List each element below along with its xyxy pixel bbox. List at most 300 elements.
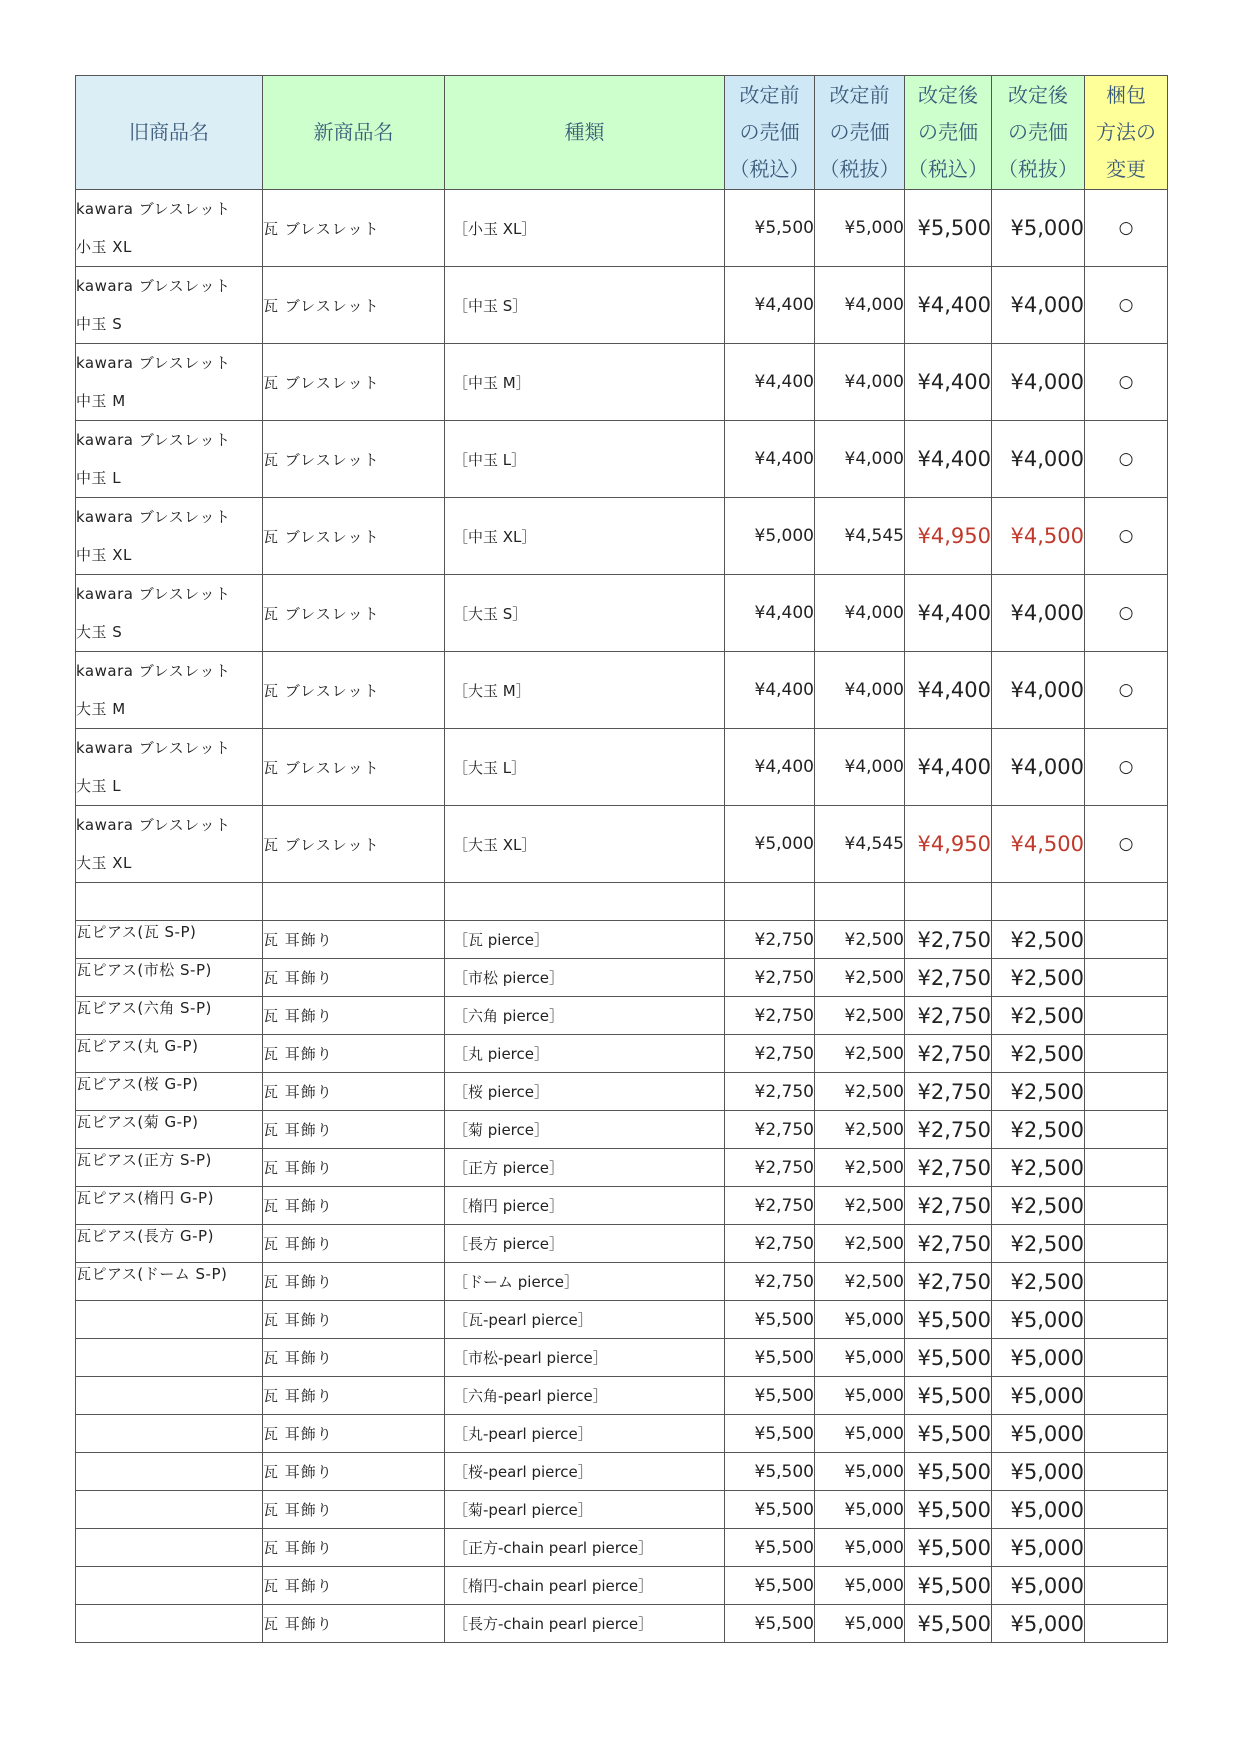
table-row: [76, 1035, 1168, 1073]
price-before-tax-in: ¥4,400: [725, 729, 815, 806]
price-after-tax-ex: ¥5,000: [992, 1301, 1085, 1339]
price-before-tax-ex: ¥5,000: [815, 1415, 905, 1453]
new-name-cell: 瓦 耳飾り: [263, 1073, 445, 1111]
table-row: [76, 1377, 1168, 1415]
table-row: [76, 421, 1168, 498]
packaging-mark: ○: [1085, 498, 1168, 575]
old-name-line: kawara ブレスレット: [76, 508, 231, 526]
price-before-tax-in: ¥2,750: [725, 1187, 815, 1225]
empty-cell: [815, 883, 905, 921]
kind-cell: ［瓦-pearl pierce］: [445, 1301, 725, 1339]
kind-cell: ［桜-pearl pierce］: [445, 1453, 725, 1491]
price-after-tax-ex: ¥5,000: [992, 1529, 1085, 1567]
empty-cell: [905, 883, 992, 921]
old-name-line: kawara ブレスレット: [76, 662, 231, 680]
table-row: [76, 997, 1168, 1035]
price-before-tax-ex: ¥5,000: [815, 1491, 905, 1529]
header-before-tax-ex: 改定前 の売価 （税抜）: [815, 76, 905, 190]
packaging-mark: [1085, 1035, 1168, 1073]
kind-cell: ［大玉 L］: [445, 729, 725, 806]
header-old-name: 旧商品名: [76, 76, 263, 190]
table-row: [76, 806, 1168, 883]
empty-cell: [1085, 883, 1168, 921]
price-before-tax-in: ¥2,750: [725, 1149, 815, 1187]
old-name-cell: [76, 575, 263, 652]
price-before-tax-ex: ¥4,000: [815, 344, 905, 421]
header-packaging: 梱包 方法の 変更: [1085, 76, 1168, 190]
packaging-mark: [1085, 1339, 1168, 1377]
price-after-tax-in: ¥5,500: [905, 1339, 992, 1377]
price-after-tax-in: ¥4,400: [905, 575, 992, 652]
header-after-tax-ex: 改定後 の売価 （税抜）: [992, 76, 1085, 190]
price-after-tax-ex: ¥2,500: [992, 959, 1085, 997]
table-row: [76, 1567, 1168, 1605]
packaging-mark: ○: [1085, 267, 1168, 344]
price-before-tax-ex: ¥2,500: [815, 1073, 905, 1111]
kind-cell: ［楕円-chain pearl pierce］: [445, 1567, 725, 1605]
price-before-tax-in: ¥5,500: [725, 1529, 815, 1567]
price-before-tax-ex: ¥5,000: [815, 1453, 905, 1491]
new-name-cell: 瓦 耳飾り: [263, 1415, 445, 1453]
price-after-tax-in: ¥2,750: [905, 1263, 992, 1301]
table-row: [76, 1073, 1168, 1111]
price-after-tax-ex: ¥5,000: [992, 190, 1085, 267]
old-name-cell: [76, 806, 263, 883]
old-name-cell: [76, 1035, 263, 1073]
price-before-tax-in: ¥2,750: [725, 1263, 815, 1301]
price-before-tax-in: ¥2,750: [725, 1225, 815, 1263]
old-name-cell: [76, 1605, 263, 1643]
price-after-tax-in: ¥2,750: [905, 997, 992, 1035]
new-name-cell: 瓦 耳飾り: [263, 1605, 445, 1643]
header-row: [76, 76, 1168, 190]
kind-cell: ［市松-pearl pierce］: [445, 1339, 725, 1377]
table-row: [76, 344, 1168, 421]
new-name-cell: 瓦 耳飾り: [263, 997, 445, 1035]
new-name-cell: 瓦 耳飾り: [263, 1377, 445, 1415]
new-name-cell: 瓦 耳飾り: [263, 1491, 445, 1529]
price-before-tax-in: ¥5,500: [725, 190, 815, 267]
price-after-tax-in: ¥4,400: [905, 652, 992, 729]
packaging-mark: [1085, 1149, 1168, 1187]
price-after-tax-ex: ¥2,500: [992, 1187, 1085, 1225]
new-name-cell: 瓦 ブレスレット: [263, 190, 445, 267]
packaging-mark: [1085, 1491, 1168, 1529]
price-before-tax-ex: ¥2,500: [815, 1149, 905, 1187]
table-row: [76, 1605, 1168, 1643]
old-name-cell: [76, 1453, 263, 1491]
kind-cell: ［丸-pearl pierce］: [445, 1415, 725, 1453]
old-name-line: kawara ブレスレット: [76, 739, 231, 757]
packaging-mark: [1085, 1567, 1168, 1605]
price-before-tax-in: ¥2,750: [725, 997, 815, 1035]
table-row: [76, 652, 1168, 729]
old-name-cell: [76, 1339, 263, 1377]
kind-cell: ［大玉 M］: [445, 652, 725, 729]
kind-cell: ［大玉 S］: [445, 575, 725, 652]
old-name-cell: [76, 959, 263, 997]
price-before-tax-in: ¥2,750: [725, 1111, 815, 1149]
price-after-tax-in: ¥5,500: [905, 1605, 992, 1643]
price-after-tax-ex: ¥5,000: [992, 1567, 1085, 1605]
table-row: [76, 1149, 1168, 1187]
packaging-mark: [1085, 1377, 1168, 1415]
price-after-tax-ex: ¥2,500: [992, 1263, 1085, 1301]
table-row: [76, 1453, 1168, 1491]
price-after-tax-ex: ¥4,000: [992, 575, 1085, 652]
kind-cell: ［菊 pierce］: [445, 1111, 725, 1149]
packaging-mark: [1085, 1605, 1168, 1643]
new-name-cell: 瓦 ブレスレット: [263, 267, 445, 344]
old-name-cell: [76, 344, 263, 421]
old-name-line: 中玉 S: [76, 315, 123, 333]
price-before-tax-ex: ¥4,545: [815, 498, 905, 575]
price-before-tax-ex: ¥4,000: [815, 575, 905, 652]
price-before-tax-in: ¥4,400: [725, 575, 815, 652]
old-name-line: 瓦ピアス(楕円 G-P): [76, 1189, 214, 1207]
price-after-tax-ex: ¥4,000: [992, 729, 1085, 806]
new-name-cell: 瓦 耳飾り: [263, 921, 445, 959]
price-after-tax-in: ¥2,750: [905, 1035, 992, 1073]
price-before-tax-in: ¥5,500: [725, 1453, 815, 1491]
header-before-tax-in: 改定前 の売価 （税込）: [725, 76, 815, 190]
price-after-tax-ex: ¥5,000: [992, 1377, 1085, 1415]
price-after-tax-in: ¥2,750: [905, 921, 992, 959]
price-before-tax-ex: ¥4,000: [815, 421, 905, 498]
packaging-mark: [1085, 1225, 1168, 1263]
price-after-tax-in: ¥4,950: [905, 806, 992, 883]
empty-cell: [445, 883, 725, 921]
old-name-cell: [76, 729, 263, 806]
header-after-tax-in: 改定後 の売価 （税込）: [905, 76, 992, 190]
price-after-tax-ex: ¥2,500: [992, 1073, 1085, 1111]
old-name-line: kawara ブレスレット: [76, 277, 231, 295]
packaging-mark: ○: [1085, 344, 1168, 421]
old-name-line: 大玉 L: [76, 777, 122, 795]
price-before-tax-in: ¥5,000: [725, 498, 815, 575]
table-row: [76, 959, 1168, 997]
empty-cell: [992, 883, 1085, 921]
new-name-cell: 瓦 耳飾り: [263, 1225, 445, 1263]
old-name-cell: [76, 1301, 263, 1339]
price-after-tax-in: ¥2,750: [905, 1073, 992, 1111]
price-after-tax-ex: ¥4,000: [992, 652, 1085, 729]
price-before-tax-ex: ¥2,500: [815, 997, 905, 1035]
table-row: [76, 190, 1168, 267]
price-before-tax-in: ¥2,750: [725, 959, 815, 997]
kind-cell: ［丸 pierce］: [445, 1035, 725, 1073]
new-name-cell: 瓦 耳飾り: [263, 1035, 445, 1073]
price-before-tax-ex: ¥5,000: [815, 1529, 905, 1567]
empty-cell: [263, 883, 445, 921]
price-before-tax-ex: ¥2,500: [815, 1111, 905, 1149]
price-after-tax-in: ¥5,500: [905, 1491, 992, 1529]
price-before-tax-in: ¥5,500: [725, 1301, 815, 1339]
old-name-cell: [76, 1149, 263, 1187]
old-name-line: 瓦ピアス(六角 S-P): [76, 999, 212, 1017]
old-name-cell: [76, 1225, 263, 1263]
old-name-cell: [76, 1263, 263, 1301]
price-before-tax-in: ¥5,500: [725, 1377, 815, 1415]
price-after-tax-ex: ¥4,000: [992, 421, 1085, 498]
new-name-cell: 瓦 耳飾り: [263, 1111, 445, 1149]
old-name-cell: [76, 997, 263, 1035]
new-name-cell: 瓦 ブレスレット: [263, 729, 445, 806]
table-body: [76, 190, 1168, 1643]
old-name-line: 瓦ピアス(長方 G-P): [76, 1227, 214, 1245]
price-after-tax-in: ¥5,500: [905, 1301, 992, 1339]
old-name-line: 瓦ピアス(桜 G-P): [76, 1075, 199, 1093]
kind-cell: ［六角-pearl pierce］: [445, 1377, 725, 1415]
packaging-mark: [1085, 921, 1168, 959]
table-row: [76, 1263, 1168, 1301]
old-name-cell: [76, 1187, 263, 1225]
price-before-tax-ex: ¥2,500: [815, 1225, 905, 1263]
price-after-tax-ex: ¥4,500: [992, 498, 1085, 575]
old-name-line: 大玉 S: [76, 623, 123, 641]
kind-cell: ［長方 pierce］: [445, 1225, 725, 1263]
kind-cell: ［正方 pierce］: [445, 1149, 725, 1187]
old-name-line: 小玉 XL: [76, 238, 132, 256]
packaging-mark: [1085, 1453, 1168, 1491]
price-before-tax-in: ¥2,750: [725, 1035, 815, 1073]
old-name-cell: [76, 1377, 263, 1415]
old-name-cell: [76, 498, 263, 575]
table-row: [76, 267, 1168, 344]
price-before-tax-in: ¥4,400: [725, 421, 815, 498]
table-row: [76, 1491, 1168, 1529]
kind-cell: ［六角 pierce］: [445, 997, 725, 1035]
old-name-line: 瓦ピアス(菊 G-P): [76, 1113, 199, 1131]
kind-cell: ［瓦 pierce］: [445, 921, 725, 959]
kind-cell: ［中玉 L］: [445, 421, 725, 498]
new-name-cell: 瓦 耳飾り: [263, 1453, 445, 1491]
old-name-cell: [76, 1415, 263, 1453]
old-name-cell: [76, 1073, 263, 1111]
kind-cell: ［桜 pierce］: [445, 1073, 725, 1111]
table-row: [76, 1415, 1168, 1453]
old-name-cell: [76, 190, 263, 267]
price-after-tax-in: ¥4,400: [905, 421, 992, 498]
new-name-cell: 瓦 ブレスレット: [263, 652, 445, 729]
price-after-tax-ex: ¥5,000: [992, 1339, 1085, 1377]
packaging-mark: [1085, 1529, 1168, 1567]
packaging-mark: [1085, 997, 1168, 1035]
kind-cell: ［中玉 S］: [445, 267, 725, 344]
old-name-cell: [76, 652, 263, 729]
packaging-mark: [1085, 1111, 1168, 1149]
price-before-tax-in: ¥4,400: [725, 267, 815, 344]
old-name-cell: [76, 1111, 263, 1149]
header-kind: 種類: [445, 76, 725, 190]
price-before-tax-in: ¥5,500: [725, 1605, 815, 1643]
new-name-cell: 瓦 耳飾り: [263, 1567, 445, 1605]
price-before-tax-ex: ¥5,000: [815, 1339, 905, 1377]
old-name-cell: [76, 267, 263, 344]
old-name-line: 瓦ピアス(正方 S-P): [76, 1151, 212, 1169]
table-row: [76, 729, 1168, 806]
price-before-tax-in: ¥5,500: [725, 1491, 815, 1529]
table-row: [76, 1339, 1168, 1377]
old-name-cell: [76, 1529, 263, 1567]
table-row: [76, 883, 1168, 921]
old-name-line: 中玉 M: [76, 392, 126, 410]
price-after-tax-in: ¥5,500: [905, 190, 992, 267]
kind-cell: ［小玉 XL］: [445, 190, 725, 267]
packaging-mark: [1085, 959, 1168, 997]
price-before-tax-ex: ¥4,000: [815, 729, 905, 806]
kind-cell: ［ドーム pierce］: [445, 1263, 725, 1301]
price-after-tax-in: ¥5,500: [905, 1377, 992, 1415]
price-before-tax-ex: ¥2,500: [815, 959, 905, 997]
empty-cell: [76, 883, 263, 921]
price-after-tax-in: ¥4,400: [905, 729, 992, 806]
price-after-tax-in: ¥2,750: [905, 1225, 992, 1263]
kind-cell: ［大玉 XL］: [445, 806, 725, 883]
packaging-mark: ○: [1085, 575, 1168, 652]
new-name-cell: 瓦 耳飾り: [263, 1263, 445, 1301]
packaging-mark: [1085, 1301, 1168, 1339]
kind-cell: ［中玉 M］: [445, 344, 725, 421]
new-name-cell: 瓦 ブレスレット: [263, 806, 445, 883]
price-before-tax-in: ¥5,500: [725, 1339, 815, 1377]
price-after-tax-in: ¥4,400: [905, 267, 992, 344]
price-before-tax-ex: ¥5,000: [815, 190, 905, 267]
price-after-tax-in: ¥4,400: [905, 344, 992, 421]
old-name-line: 大玉 XL: [76, 854, 132, 872]
old-name-line: 瓦ピアス(瓦 S-P): [76, 923, 197, 941]
price-before-tax-ex: ¥5,000: [815, 1377, 905, 1415]
price-before-tax-in: ¥5,000: [725, 806, 815, 883]
header-new-name: 新商品名: [263, 76, 445, 190]
kind-cell: ［正方-chain pearl pierce］: [445, 1529, 725, 1567]
new-name-cell: 瓦 耳飾り: [263, 1529, 445, 1567]
price-before-tax-ex: ¥2,500: [815, 1263, 905, 1301]
kind-cell: ［菊-pearl pierce］: [445, 1491, 725, 1529]
price-before-tax-in: ¥2,750: [725, 921, 815, 959]
old-name-cell: [76, 421, 263, 498]
table-row: [76, 1301, 1168, 1339]
packaging-mark: [1085, 1187, 1168, 1225]
kind-cell: ［市松 pierce］: [445, 959, 725, 997]
price-before-tax-ex: ¥5,000: [815, 1301, 905, 1339]
price-after-tax-in: ¥5,500: [905, 1453, 992, 1491]
price-after-tax-in: ¥2,750: [905, 1187, 992, 1225]
price-before-tax-in: ¥4,400: [725, 344, 815, 421]
packaging-mark: [1085, 1415, 1168, 1453]
price-before-tax-ex: ¥2,500: [815, 1187, 905, 1225]
price-after-tax-in: ¥2,750: [905, 1149, 992, 1187]
kind-cell: ［長方-chain pearl pierce］: [445, 1605, 725, 1643]
packaging-mark: [1085, 1263, 1168, 1301]
price-before-tax-in: ¥5,500: [725, 1415, 815, 1453]
table-row: [76, 498, 1168, 575]
price-before-tax-ex: ¥4,545: [815, 806, 905, 883]
price-after-tax-ex: ¥5,000: [992, 1491, 1085, 1529]
price-after-tax-ex: ¥2,500: [992, 1035, 1085, 1073]
new-name-cell: 瓦 耳飾り: [263, 1187, 445, 1225]
packaging-mark: ○: [1085, 729, 1168, 806]
price-after-tax-ex: ¥2,500: [992, 921, 1085, 959]
price-before-tax-ex: ¥2,500: [815, 921, 905, 959]
table-row: [76, 575, 1168, 652]
old-name-line: 瓦ピアス(市松 S-P): [76, 961, 212, 979]
packaging-mark: ○: [1085, 190, 1168, 267]
old-name-line: 中玉 XL: [76, 546, 132, 564]
price-before-tax-ex: ¥5,000: [815, 1605, 905, 1643]
price-after-tax-in: ¥2,750: [905, 1111, 992, 1149]
old-name-line: 中玉 L: [76, 469, 122, 487]
new-name-cell: 瓦 耳飾り: [263, 1339, 445, 1377]
price-before-tax-ex: ¥5,000: [815, 1567, 905, 1605]
old-name-line: 瓦ピアス(丸 G-P): [76, 1037, 199, 1055]
price-after-tax-ex: ¥2,500: [992, 997, 1085, 1035]
table-row: [76, 921, 1168, 959]
table-row: [76, 1111, 1168, 1149]
price-after-tax-ex: ¥5,000: [992, 1605, 1085, 1643]
price-after-tax-ex: ¥5,000: [992, 1415, 1085, 1453]
price-after-tax-ex: ¥2,500: [992, 1225, 1085, 1263]
old-name-line: kawara ブレスレット: [76, 585, 231, 603]
old-name-line: kawara ブレスレット: [76, 431, 231, 449]
price-after-tax-in: ¥4,950: [905, 498, 992, 575]
price-after-tax-in: ¥5,500: [905, 1567, 992, 1605]
packaging-mark: ○: [1085, 652, 1168, 729]
old-name-line: 瓦ピアス(ドーム S-P): [76, 1265, 228, 1283]
new-name-cell: 瓦 ブレスレット: [263, 421, 445, 498]
price-after-tax-in: ¥5,500: [905, 1529, 992, 1567]
price-after-tax-ex: ¥4,500: [992, 806, 1085, 883]
kind-cell: ［楕円 pierce］: [445, 1187, 725, 1225]
price-before-tax-in: ¥4,400: [725, 652, 815, 729]
old-name-cell: [76, 1491, 263, 1529]
old-name-line: kawara ブレスレット: [76, 816, 231, 834]
old-name-line: kawara ブレスレット: [76, 200, 231, 218]
price-before-tax-ex: ¥4,000: [815, 267, 905, 344]
price-after-tax-ex: ¥5,000: [992, 1453, 1085, 1491]
old-name-line: 大玉 M: [76, 700, 126, 718]
price-after-tax-ex: ¥2,500: [992, 1149, 1085, 1187]
new-name-cell: 瓦 ブレスレット: [263, 344, 445, 421]
new-name-cell: 瓦 耳飾り: [263, 1301, 445, 1339]
old-name-cell: [76, 921, 263, 959]
price-before-tax-in: ¥5,500: [725, 1567, 815, 1605]
price-before-tax-ex: ¥4,000: [815, 652, 905, 729]
price-after-tax-ex: ¥2,500: [992, 1111, 1085, 1149]
empty-cell: [725, 883, 815, 921]
new-name-cell: 瓦 ブレスレット: [263, 575, 445, 652]
price-after-tax-ex: ¥4,000: [992, 344, 1085, 421]
price-after-tax-in: ¥2,750: [905, 959, 992, 997]
new-name-cell: 瓦 ブレスレット: [263, 498, 445, 575]
old-name-cell: [76, 1567, 263, 1605]
packaging-mark: [1085, 1073, 1168, 1111]
price-revision-table: [75, 75, 1168, 1643]
price-after-tax-in: ¥5,500: [905, 1415, 992, 1453]
packaging-mark: ○: [1085, 421, 1168, 498]
price-before-tax-ex: ¥2,500: [815, 1035, 905, 1073]
new-name-cell: 瓦 耳飾り: [263, 959, 445, 997]
packaging-mark: ○: [1085, 806, 1168, 883]
new-name-cell: 瓦 耳飾り: [263, 1149, 445, 1187]
kind-cell: ［中玉 XL］: [445, 498, 725, 575]
old-name-line: kawara ブレスレット: [76, 354, 231, 372]
table-row: [76, 1225, 1168, 1263]
table-row: [76, 1187, 1168, 1225]
price-after-tax-ex: ¥4,000: [992, 267, 1085, 344]
table-row: [76, 1529, 1168, 1567]
price-before-tax-in: ¥2,750: [725, 1073, 815, 1111]
